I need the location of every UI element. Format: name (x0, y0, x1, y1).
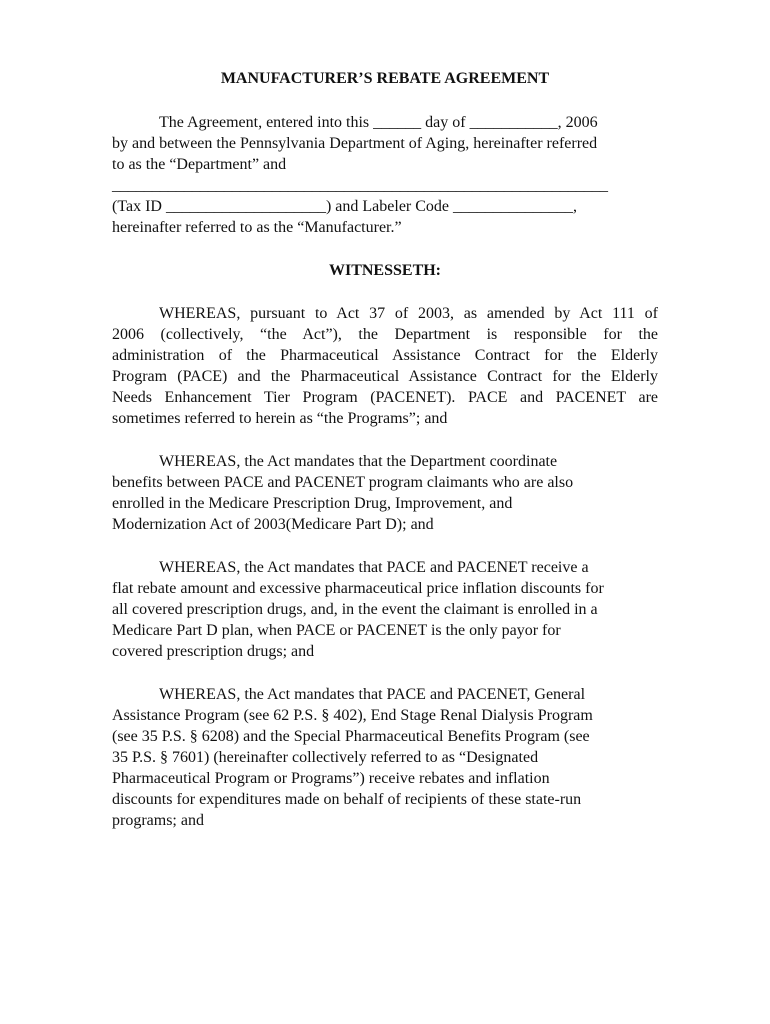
paragraph-line: Medicare Part D plan, when PACE or PACENET is the only payor for (112, 622, 561, 639)
whereas-paragraph-2 (112, 451, 658, 535)
section-heading: WITNESSETH: (328, 262, 442, 279)
paragraph-line: 35 P.S. § 7601) (hereinafter collectively referred to as “Designated (112, 749, 539, 766)
paragraph-line: flat rebate amount and excessive pharmaceutical price inflation discounts for (112, 580, 604, 597)
paragraph-line: (see 35 P.S. § 6208) and the Special Pharmaceutical Benefits Program (see (112, 728, 590, 745)
paragraph-line: Pharmaceutical Program or Programs”) receive rebates and inflation (112, 770, 550, 787)
intro-paragraph (112, 112, 658, 238)
paragraph-line: Needs Enhancement Tier Program (PACENET). PACE and PACENET are (112, 389, 658, 406)
paragraph-line: programs; and (112, 812, 204, 829)
whereas-paragraph-4 (112, 684, 658, 831)
paragraph-line: WHEREAS, pursuant to Act 37 of 2003, as amended by Act 111 of (159, 305, 658, 322)
paragraph-line: WHEREAS, the Act mandates that the Department coordinate (159, 453, 558, 470)
document-title: MANUFACTURER’S REBATE AGREEMENT (220, 70, 550, 87)
intro-line: to as the “Department” and (112, 156, 287, 173)
paragraph-line: administration of the Pharmaceutical Assistance Contract for the Elderly (112, 347, 658, 364)
paragraph-line: Program (PACE) and the Pharmaceutical Assistance Contract for the Elderly (112, 368, 658, 385)
paragraph-line: all covered prescription drugs, and, in the event the claimant is enrolled in a (112, 601, 598, 618)
whereas-paragraph-3 (112, 557, 658, 662)
intro-line: The Agreement, entered into this ______ day of ___________, 2006 (159, 114, 598, 131)
paragraph-line: benefits between PACE and PACENET program claimants who are also (112, 474, 574, 491)
intro-line: by and between the Pennsylvania Department of Aging, hereinafter referred (112, 135, 598, 152)
paragraph-line: Assistance Program (see 62 P.S. § 402), End Stage Renal Dialysis Program (112, 707, 593, 724)
paragraph-line: WHEREAS, the Act mandates that PACE and PACENET receive a (159, 559, 589, 576)
paragraph-line: 2006 (collectively, “the Act”), the Department is responsible for the (112, 326, 658, 343)
paragraph-line: covered prescription drugs; and (112, 643, 315, 660)
paragraph-line: sometimes referred to herein as “the Programs”; and (112, 410, 448, 427)
paragraph-line: enrolled in the Medicare Prescription Drug, Improvement, and (112, 495, 513, 512)
document-page (112, 68, 658, 853)
intro-blank-line: ______________________________________________________________ (112, 177, 608, 194)
paragraph-line: Modernization Act of 2003(Medicare Part D); and (112, 516, 434, 533)
intro-line: (Tax ID ____________________) and Labeler Code _______________, (112, 198, 578, 215)
whereas-paragraph-1 (112, 303, 658, 429)
intro-line: hereinafter referred to as the “Manufacturer.” (112, 219, 402, 236)
paragraph-line: WHEREAS, the Act mandates that PACE and PACENET, General (159, 686, 586, 703)
paragraph-line: discounts for expenditures made on behalf of recipients of these state-run (112, 791, 582, 808)
